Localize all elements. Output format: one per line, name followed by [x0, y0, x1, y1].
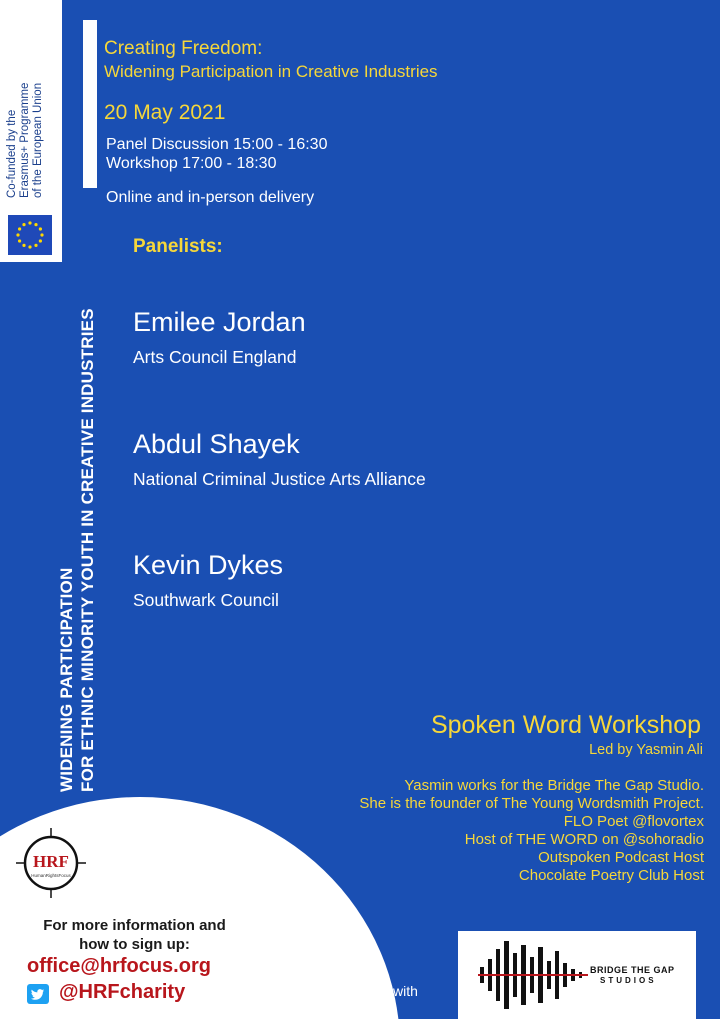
contact-heading-line: For more information and [43, 917, 226, 934]
contact-heading-line: how to sign up: [79, 936, 190, 953]
workshop-title: Spoken Word Workshop [430, 711, 701, 739]
partnership-label: In Partnership with [302, 983, 418, 999]
workshop-leader: Led by Yasmin Ali [589, 742, 703, 758]
panelist-name: Kevin Dykes [133, 550, 284, 580]
sound-wave-icon [478, 937, 588, 1013]
eu-cofunding-text [6, 8, 45, 198]
panelist-name: Emilee Jordan [133, 307, 306, 337]
event-title: Creating Freedom: [104, 38, 263, 59]
eu-flag-icon [8, 215, 52, 255]
panelists-heading: Panelists: [133, 236, 223, 257]
bio-line: Yasmin works for the Bridge The Gap Studio. [404, 777, 704, 794]
partner-name: BRIDGE THE GAP [590, 965, 675, 975]
vertical-slogan [56, 202, 98, 792]
bio-line: Outspoken Podcast Host [538, 849, 704, 866]
slogan-line-1: WIDENING PARTICIPATION [57, 567, 76, 792]
twitter-icon [27, 984, 49, 1004]
bio-line: Host of THE WORD on @sohoradio [464, 831, 704, 848]
event-date: 20 May 2021 [104, 101, 226, 124]
eu-text-line: Co-funded by the [6, 109, 18, 198]
workshop-time: Workshop 17:00 - 18:30 [106, 155, 277, 172]
bridge-the-gap-logo [458, 931, 696, 1019]
workshop-leader-bio [359, 777, 704, 885]
eu-cofunding-badge [0, 0, 62, 262]
bio-line: FLO Poet @flovortex [563, 813, 704, 830]
hrf-logo-subtext: HumanRightsFocus [31, 873, 71, 878]
delivery-mode: Online and in-person delivery [106, 189, 315, 206]
panelist-org: National Criminal Justice Arts Alliance [133, 469, 426, 489]
hrf-logo-text: HRF [33, 852, 69, 871]
event-subtitle: Widening Participation in Creative Industries [104, 62, 438, 81]
eu-text-line: of the European Union [32, 82, 44, 198]
contact-email-link[interactable]: office@hrfocus.org [27, 955, 211, 977]
partner-subname: STUDIOS [600, 976, 657, 985]
slogan-line-2: FOR ETHNIC MINORITY YOUTH IN CREATIVE INDUSTRIES [78, 308, 97, 792]
panelist-org: Southwark Council [133, 590, 279, 610]
event-times [106, 135, 327, 173]
bio-line: She is the founder of The Young Wordsmith Project. [359, 795, 704, 812]
contact-heading [27, 916, 242, 954]
title-accent-bar [83, 20, 97, 188]
eu-text-line: Erasmus+ Programme [19, 82, 31, 198]
bio-line: Chocolate Poetry Club Host [518, 867, 704, 884]
panel-time: Panel Discussion 15:00 - 16:30 [106, 136, 328, 153]
panelist-org: Arts Council England [133, 347, 297, 367]
hrf-logo [14, 826, 88, 900]
panelist-name: Abdul Shayek [133, 429, 300, 459]
twitter-handle-link[interactable]: @HRFcharity [59, 981, 186, 1003]
